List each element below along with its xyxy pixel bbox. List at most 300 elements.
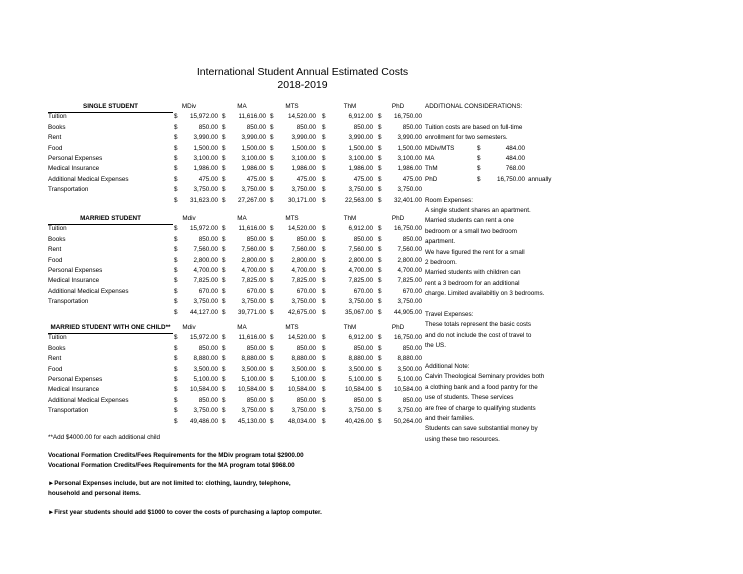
- row-label: Tuition: [48, 225, 67, 233]
- currency-symbol: $: [322, 134, 326, 142]
- amount-cell: 8,880.00: [241, 355, 266, 363]
- amount-cell: 850.00: [402, 396, 422, 404]
- currency-symbol: $: [270, 396, 274, 404]
- amount-cell: 7,560.00: [241, 246, 266, 254]
- currency-symbol: $: [378, 396, 382, 404]
- amount-cell: 7,825.00: [291, 277, 316, 285]
- amount-cell: 850.00: [198, 235, 218, 243]
- column-header: ThM: [343, 103, 357, 110]
- amount-cell: 7,560.00: [348, 246, 373, 254]
- row-label: Tuition: [48, 334, 67, 342]
- tuition-rate-currency: $: [477, 165, 481, 173]
- amount-cell: 2,800.00: [241, 256, 266, 264]
- currency-symbol: $: [378, 196, 382, 204]
- row-label: [48, 417, 173, 427]
- table-row: [48, 344, 428, 354]
- amount-cell: 5,100.00: [193, 376, 218, 383]
- amount-cell: 850.00: [246, 396, 266, 404]
- amount-cell: 15,972.00: [189, 113, 218, 121]
- tuition-rate-note: annually: [528, 175, 552, 183]
- table-row: [48, 185, 428, 195]
- currency-symbol: $: [378, 298, 382, 306]
- amount-cell: 850.00: [296, 344, 316, 352]
- currency-symbol: $: [174, 308, 178, 316]
- currency-symbol: $: [270, 298, 274, 306]
- row-label: Transportation: [48, 186, 89, 194]
- amount-cell: 670.00: [296, 287, 316, 295]
- column-header: MTS: [285, 103, 299, 110]
- amount-cell: 670.00: [353, 287, 373, 295]
- amount-cell: 11,616.00: [238, 225, 266, 233]
- currency-symbol: $: [270, 287, 274, 295]
- considerations-line: enrollment for two semesters.: [425, 134, 508, 142]
- row-label: Transportation: [48, 298, 89, 306]
- tuition-rate-amount: 768.00: [505, 165, 525, 173]
- currency-symbol: $: [222, 308, 226, 316]
- tuition-rate-currency: $: [477, 144, 481, 152]
- currency-symbol: $: [322, 235, 326, 243]
- considerations-line: Tuition costs are based on full-time: [425, 123, 523, 131]
- table-row: [48, 354, 428, 364]
- amount-cell: 3,750.00: [241, 407, 266, 415]
- section-header-row: [48, 214, 428, 224]
- table-row: [48, 154, 428, 164]
- amount-cell: 3,990.00: [348, 134, 373, 142]
- currency-symbol: $: [222, 246, 226, 254]
- table-row: [48, 375, 428, 385]
- amount-cell: 1,986.00: [348, 165, 373, 173]
- table-row: [48, 123, 428, 133]
- considerations-line: the US.: [425, 342, 446, 350]
- currency-symbol: $: [222, 344, 226, 352]
- currency-symbol: $: [222, 155, 226, 162]
- considerations-line: 2 bedroom.: [425, 259, 457, 266]
- considerations-line: rent a 3 bedroom for an additional: [425, 279, 520, 287]
- amount-cell: 31,623.00: [189, 196, 218, 204]
- considerations-line: and do not include the cost of travel to: [425, 331, 532, 339]
- currency-symbol: $: [270, 165, 274, 173]
- table-row: [48, 133, 428, 143]
- tuition-rate-program: MA: [425, 155, 435, 162]
- currency-symbol: $: [322, 196, 326, 204]
- row-label: Medical Insurance: [48, 165, 100, 173]
- considerations-line: Travel Expenses:: [425, 311, 474, 318]
- amount-cell: 4,700.00: [348, 267, 373, 274]
- amount-cell: 7,825.00: [348, 277, 373, 285]
- currency-symbol: $: [222, 334, 226, 342]
- currency-symbol: $: [222, 113, 226, 121]
- currency-symbol: $: [222, 277, 226, 285]
- amount-cell: 11,616.00: [238, 113, 266, 121]
- amount-cell: 850.00: [296, 123, 316, 131]
- currency-symbol: $: [174, 407, 178, 415]
- amount-cell: 3,750.00: [397, 186, 422, 194]
- amount-cell: 6,912.00: [348, 334, 373, 342]
- currency-symbol: $: [378, 365, 382, 373]
- row-label: Books: [48, 123, 66, 131]
- page-title: International Student Annual Estimated Costs: [196, 66, 409, 78]
- amount-cell: 3,100.00: [291, 155, 316, 162]
- considerations-line: charge. Limited availabiltiy on 3 bedrooms.: [425, 290, 545, 298]
- amount-cell: 3,100.00: [397, 155, 422, 162]
- currency-symbol: $: [378, 308, 382, 316]
- amount-cell: 3,750.00: [348, 298, 373, 306]
- currency-symbol: $: [174, 246, 178, 254]
- table-row: [48, 385, 428, 395]
- amount-cell: 670.00: [198, 287, 218, 295]
- total-row: [48, 417, 428, 427]
- amount-cell: 3,100.00: [241, 155, 266, 162]
- amount-cell: 16,750.00: [393, 113, 422, 121]
- considerations-line: A single student shares an apartment.: [425, 207, 531, 214]
- amount-cell: 10,584.00: [393, 386, 422, 394]
- amount-cell: 3,750.00: [291, 298, 316, 306]
- amount-cell: 10,584.00: [189, 386, 218, 394]
- row-label: Food: [48, 144, 63, 152]
- row-label: Books: [48, 344, 66, 352]
- column-header: MTS: [285, 215, 299, 222]
- currency-symbol: $: [174, 376, 178, 383]
- considerations-line: These totals represent the basic costs: [425, 321, 532, 329]
- amount-cell: 3,750.00: [397, 407, 422, 415]
- currency-symbol: $: [222, 235, 226, 243]
- amount-cell: 44,905.00: [393, 308, 422, 316]
- table-row: [48, 175, 428, 185]
- amount-cell: 14,520.00: [287, 113, 316, 121]
- considerations-line: and their families.: [425, 415, 475, 422]
- currency-symbol: $: [222, 267, 226, 274]
- currency-symbol: $: [322, 113, 326, 121]
- row-label: Rent: [48, 355, 62, 363]
- currency-symbol: $: [222, 134, 226, 142]
- amount-cell: 1,500.00: [193, 144, 218, 152]
- currency-symbol: $: [222, 256, 226, 264]
- amount-cell: 50,264.00: [393, 417, 422, 425]
- row-label: Tuition: [48, 113, 67, 121]
- amount-cell: 30,171.00: [287, 196, 316, 204]
- currency-symbol: $: [322, 256, 326, 264]
- currency-symbol: $: [174, 165, 178, 173]
- amount-cell: 27,267.00: [237, 196, 266, 204]
- amount-cell: 3,500.00: [241, 365, 266, 373]
- amount-cell: 7,560.00: [397, 246, 422, 254]
- currency-symbol: $: [378, 417, 382, 425]
- row-label: Additional Medical Expenses: [48, 175, 129, 183]
- currency-symbol: $: [378, 225, 382, 233]
- amount-cell: 16,750.00: [393, 225, 422, 233]
- row-label: Food: [48, 365, 63, 373]
- currency-symbol: $: [270, 386, 274, 394]
- amount-cell: 3,990.00: [241, 134, 266, 142]
- amount-cell: 1,986.00: [193, 165, 218, 173]
- currency-symbol: $: [322, 267, 326, 274]
- amount-cell: 850.00: [198, 344, 218, 352]
- amount-cell: 44,127.00: [189, 308, 218, 316]
- currency-symbol: $: [322, 186, 326, 194]
- table-row: [48, 235, 428, 245]
- page-subtitle-year: 2018-2019: [277, 79, 328, 91]
- amount-cell: 3,750.00: [193, 298, 218, 306]
- currency-symbol: $: [270, 113, 274, 121]
- table-row: [48, 164, 428, 174]
- currency-symbol: $: [222, 165, 226, 173]
- total-row: [48, 308, 428, 318]
- currency-symbol: $: [322, 298, 326, 306]
- currency-symbol: $: [222, 386, 226, 394]
- amount-cell: 850.00: [198, 396, 218, 404]
- amount-cell: 7,560.00: [193, 246, 218, 254]
- amount-cell: 475.00: [198, 175, 218, 183]
- currency-symbol: $: [378, 334, 382, 342]
- amount-cell: 3,990.00: [291, 134, 316, 142]
- amount-cell: 3,990.00: [193, 134, 218, 142]
- currency-symbol: $: [270, 175, 274, 183]
- amount-cell: 2,800.00: [397, 256, 422, 264]
- row-label: Additional Medical Expenses: [48, 287, 129, 295]
- currency-symbol: $: [174, 277, 178, 285]
- amount-cell: 3,500.00: [397, 365, 422, 373]
- currency-symbol: $: [322, 225, 326, 233]
- amount-cell: 3,750.00: [348, 407, 373, 415]
- amount-cell: 850.00: [296, 396, 316, 404]
- currency-symbol: $: [174, 225, 178, 233]
- row-label: [48, 196, 173, 206]
- currency-symbol: $: [322, 396, 326, 404]
- amount-cell: 850.00: [246, 235, 266, 243]
- amount-cell: 850.00: [353, 235, 373, 243]
- currency-symbol: $: [378, 123, 382, 131]
- considerations-line: Additional Note:: [425, 363, 470, 370]
- footnote-additional-child: **Add $4000.00 for each additional child: [48, 434, 161, 441]
- tuition-rate-currency: $: [477, 155, 481, 162]
- amount-cell: 5,100.00: [241, 376, 266, 383]
- column-header: PhD: [391, 103, 405, 110]
- currency-symbol: $: [174, 355, 178, 363]
- amount-cell: 475.00: [353, 175, 373, 183]
- section-header-row: [48, 323, 428, 333]
- currency-symbol: $: [222, 123, 226, 131]
- currency-symbol: $: [174, 123, 178, 131]
- footnote-personal-expenses-1: ►Personal Expenses include, but are not limited to: clothing, laundry, telephone,: [48, 480, 291, 487]
- currency-symbol: $: [322, 155, 326, 162]
- amount-cell: 48,034.00: [287, 417, 316, 425]
- amount-cell: 5,100.00: [397, 376, 422, 383]
- currency-symbol: $: [270, 246, 274, 254]
- row-label: Medical Insurance: [48, 386, 100, 394]
- considerations-line: use of students. These services: [425, 394, 514, 402]
- table-row: [48, 266, 428, 276]
- currency-symbol: $: [222, 186, 226, 194]
- considerations-line: Married students with children can: [425, 269, 521, 277]
- row-label: Food: [48, 256, 63, 264]
- amount-cell: 1,500.00: [291, 144, 316, 152]
- currency-symbol: $: [322, 334, 326, 342]
- amount-cell: 3,750.00: [241, 186, 266, 194]
- row-label: Personal Expenses: [48, 155, 103, 162]
- section-header-row: [48, 102, 428, 112]
- table-row: [48, 287, 428, 297]
- amount-cell: 850.00: [353, 344, 373, 352]
- column-header: Mdiv: [182, 215, 196, 222]
- currency-symbol: $: [174, 287, 178, 295]
- tuition-rate-program: MDiv/MTS: [425, 144, 455, 152]
- tuition-rate-row: [425, 144, 725, 154]
- table-row: [48, 406, 428, 416]
- table-row: [48, 276, 428, 286]
- amount-cell: 1,986.00: [397, 165, 422, 173]
- currency-symbol: $: [322, 344, 326, 352]
- currency-symbol: $: [378, 355, 382, 363]
- currency-symbol: $: [322, 144, 326, 152]
- amount-cell: 10,584.00: [237, 386, 266, 394]
- amount-cell: 39,771.00: [237, 308, 266, 316]
- currency-symbol: $: [322, 386, 326, 394]
- amount-cell: 8,880.00: [397, 355, 422, 363]
- currency-symbol: $: [270, 256, 274, 264]
- column-header: PhD: [391, 324, 405, 331]
- amount-cell: 850.00: [402, 344, 422, 352]
- amount-cell: 475.00: [246, 175, 266, 183]
- tuition-rate-row: [425, 164, 725, 174]
- amount-cell: 2,800.00: [193, 256, 218, 264]
- section-heading: MARRIED STUDENT: [48, 214, 173, 225]
- currency-symbol: $: [378, 155, 382, 162]
- amount-cell: 3,750.00: [348, 186, 373, 194]
- amount-cell: 3,500.00: [291, 365, 316, 373]
- tuition-rate-currency: $: [477, 175, 481, 183]
- currency-symbol: $: [222, 407, 226, 415]
- currency-symbol: $: [270, 277, 274, 285]
- amount-cell: 1,986.00: [241, 165, 266, 173]
- currency-symbol: $: [378, 246, 382, 254]
- section-heading: MARRIED STUDENT WITH ONE CHILD**: [48, 323, 173, 334]
- currency-symbol: $: [378, 267, 382, 274]
- table-row: [48, 256, 428, 266]
- table-row: [48, 245, 428, 255]
- currency-symbol: $: [270, 376, 274, 383]
- currency-symbol: $: [270, 407, 274, 415]
- currency-symbol: $: [174, 144, 178, 152]
- row-label: [48, 308, 173, 318]
- currency-symbol: $: [174, 113, 178, 121]
- amount-cell: 2,800.00: [348, 256, 373, 264]
- tuition-rate-program: ThM: [425, 165, 438, 173]
- amount-cell: 1,500.00: [241, 144, 266, 152]
- currency-symbol: $: [174, 196, 178, 204]
- currency-symbol: $: [322, 123, 326, 131]
- considerations-line: Married students can rent a one: [425, 217, 514, 225]
- amount-cell: 8,880.00: [291, 355, 316, 363]
- currency-symbol: $: [378, 256, 382, 264]
- currency-symbol: $: [174, 134, 178, 142]
- currency-symbol: $: [322, 277, 326, 285]
- tuition-rate-program: PhD: [425, 175, 438, 183]
- currency-symbol: $: [270, 186, 274, 194]
- currency-symbol: $: [270, 225, 274, 233]
- amount-cell: 49,486.00: [189, 417, 218, 425]
- currency-symbol: $: [174, 365, 178, 373]
- amount-cell: 3,750.00: [241, 298, 266, 306]
- amount-cell: 10,584.00: [287, 386, 316, 394]
- amount-cell: 850.00: [246, 344, 266, 352]
- column-header: ThM: [343, 324, 357, 331]
- currency-symbol: $: [378, 344, 382, 352]
- column-header: Mdiv: [182, 324, 196, 331]
- currency-symbol: $: [270, 334, 274, 342]
- table-row: [48, 144, 428, 154]
- table-row: [48, 396, 428, 406]
- column-header: PhD: [391, 215, 405, 222]
- amount-cell: 5,100.00: [291, 376, 316, 383]
- amount-cell: 3,990.00: [397, 134, 422, 142]
- column-header: MA: [237, 103, 247, 110]
- amount-cell: 3,750.00: [193, 407, 218, 415]
- row-label: Rent: [48, 134, 62, 142]
- amount-cell: 15,972.00: [189, 225, 218, 233]
- currency-symbol: $: [378, 186, 382, 194]
- currency-symbol: $: [270, 267, 274, 274]
- currency-symbol: $: [378, 113, 382, 121]
- considerations-line: Room Expenses:: [425, 196, 473, 204]
- amount-cell: 7,825.00: [193, 277, 218, 285]
- amount-cell: 14,520.00: [287, 334, 316, 342]
- currency-symbol: $: [174, 386, 178, 394]
- currency-symbol: $: [270, 144, 274, 152]
- amount-cell: 3,750.00: [397, 298, 422, 306]
- amount-cell: 2,800.00: [291, 256, 316, 264]
- amount-cell: 6,912.00: [348, 113, 373, 121]
- amount-cell: 42,675.00: [287, 308, 316, 316]
- currency-symbol: $: [174, 344, 178, 352]
- currency-symbol: $: [222, 355, 226, 363]
- amount-cell: 850.00: [246, 123, 266, 131]
- footnote-laptop: ►First year students should add $1000 to cover the costs of purchasing a laptop computer.: [48, 509, 322, 516]
- amount-cell: 32,401.00: [393, 196, 422, 204]
- currency-symbol: $: [322, 308, 326, 316]
- amount-cell: 6,912.00: [348, 225, 373, 233]
- currency-symbol: $: [378, 175, 382, 183]
- amount-cell: 8,880.00: [193, 355, 218, 363]
- currency-symbol: $: [222, 175, 226, 183]
- currency-symbol: $: [222, 225, 226, 233]
- tuition-rate-amount: 484.00: [505, 155, 525, 162]
- section-heading: SINGLE STUDENT: [48, 102, 173, 113]
- currency-symbol: $: [174, 396, 178, 404]
- total-row: [48, 196, 428, 206]
- currency-symbol: $: [322, 365, 326, 373]
- amount-cell: 10,584.00: [344, 386, 373, 394]
- amount-cell: 475.00: [402, 175, 422, 183]
- considerations-line: apartment.: [425, 238, 456, 246]
- amount-cell: 8,880.00: [348, 355, 373, 363]
- amount-cell: 3,750.00: [291, 186, 316, 194]
- currency-symbol: $: [270, 365, 274, 373]
- amount-cell: 850.00: [353, 123, 373, 131]
- currency-symbol: $: [174, 267, 178, 274]
- tuition-rate-amount: 16,750.00: [496, 175, 525, 183]
- row-label: Personal Expenses: [48, 267, 103, 274]
- currency-symbol: $: [378, 287, 382, 295]
- column-header: ThM: [343, 215, 357, 222]
- currency-symbol: $: [222, 298, 226, 306]
- currency-symbol: $: [174, 235, 178, 243]
- currency-symbol: $: [174, 186, 178, 194]
- footnote-personal-expenses-2: household and personal items.: [48, 490, 141, 497]
- amount-cell: 3,100.00: [348, 155, 373, 162]
- row-label: Medical Insurance: [48, 277, 100, 285]
- amount-cell: 3,100.00: [193, 155, 218, 162]
- row-label: Personal Expenses: [48, 376, 103, 383]
